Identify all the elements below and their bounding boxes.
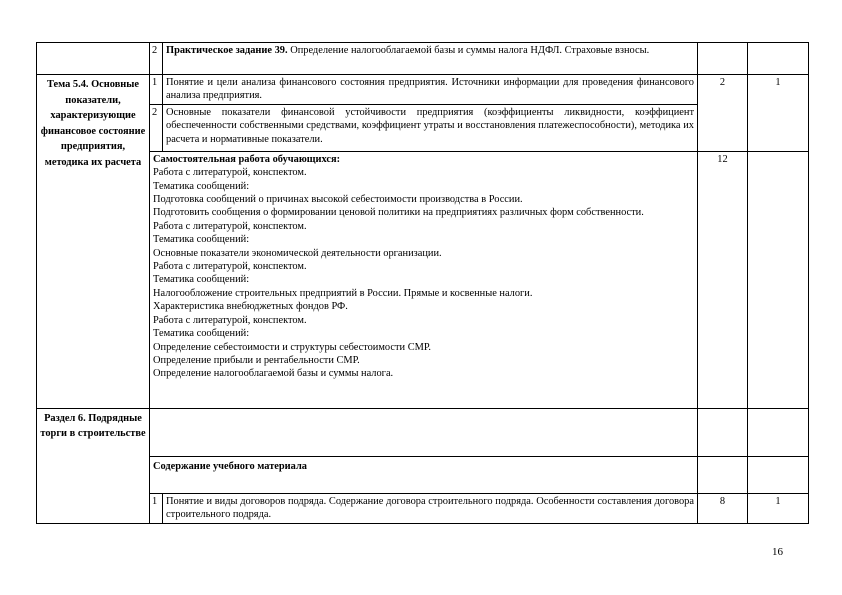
self-work-line: Тематика сообщений: (153, 234, 250, 246)
curriculum-table (36, 42, 809, 524)
item-text (163, 43, 698, 75)
self-work-line: Определение налогооблагаемой базы и суммы налога. (153, 368, 394, 380)
self-work-line: Подготовить сообщения о формировании ценовой политики на предприятиях различных форм собственности. (153, 207, 644, 219)
self-work-line: Налогообложение строительных предприятий в России. Прямые и косвенные налоги. (153, 287, 533, 299)
table-row (37, 493, 809, 523)
self-work-line: Тематика сообщений: (153, 328, 250, 340)
hours-cell (698, 408, 748, 456)
item-number: 1 (150, 75, 163, 105)
self-work-line: Работа с литературой, конспектом. (153, 167, 307, 179)
empty-cell (150, 408, 698, 456)
table-row (37, 151, 809, 408)
hours-cell: 8 (698, 493, 748, 523)
self-work-line: Характеристика внебюджетных фондов РФ. (153, 301, 348, 313)
level-cell: 1 (748, 493, 809, 523)
self-work-line: Работа с литературой, конспектом. (153, 220, 307, 232)
level-cell (748, 151, 809, 408)
hours-cell: 2 (698, 75, 748, 152)
table-row (37, 43, 809, 75)
self-work-body (150, 152, 697, 382)
topic-cell-empty (37, 43, 150, 75)
table-row (37, 456, 809, 493)
table-row (37, 75, 809, 105)
level-cell (748, 456, 809, 493)
hours-cell (698, 456, 748, 493)
item-text: Понятие и виды договоров подряда. Содержание договора строительного подряда. Особенности составления договора строительного подряда. (163, 493, 698, 523)
item-text: Понятие и цели анализа финансового состояния предприятия. Источники информации для проведения финансового анализа предприятия. (163, 75, 698, 105)
self-work-line: Подготовка сообщений о причинах высокой себестоимости производства в России. (153, 194, 523, 206)
self-work-title: Самостоятельная работа обучающихся: (153, 153, 341, 165)
self-work-line: Тематика сообщений: (153, 274, 250, 286)
item-number: 2 (150, 43, 163, 75)
item-number: 1 (150, 493, 163, 523)
content-heading: Содержание учебного материала (150, 456, 698, 493)
topic-5-4-title: Тема 5.4. Основные показатели, характеризующие финансовое состояние предприятия, методика их расчета (37, 75, 150, 409)
table-row (37, 104, 809, 151)
self-work-cell (150, 151, 698, 408)
self-work-line: Определение прибыли и рентабельности СМР. (153, 354, 360, 366)
practical-task-text: Определение налогооблагаемой базы и суммы налога НДФЛ. Страховые взносы. (287, 45, 650, 56)
self-work-line: Работа с литературой, конспектом. (153, 314, 307, 326)
item-text: Основные показатели финансовой устойчивости предприятия (коэффициенты ликвидности, коэффициент обеспеченности собственными средствами, коэффициент утраты и восстановления платежеспособности), методика их расчета и нормативные показатели. (163, 104, 698, 151)
self-work-line: Определение себестоимости и структуры себестоимости СМР. (153, 341, 431, 353)
self-work-line: Тематика сообщений: (153, 180, 250, 192)
level-cell: 1 (748, 75, 809, 152)
level-cell (748, 408, 809, 456)
table-row (37, 408, 809, 456)
page-number: 16 (772, 546, 783, 558)
section-6-title: Раздел 6. Подрядные торги в строительстве (37, 408, 150, 523)
hours-cell: 12 (698, 151, 748, 408)
item-number: 2 (150, 104, 163, 151)
self-work-line: Работа с литературой, конспектом. (153, 261, 307, 273)
self-work-line: Основные показатели экономической деятельности организации. (153, 247, 442, 259)
hours-cell (698, 43, 748, 75)
level-cell (748, 43, 809, 75)
practical-task-title: Практическое задание 39. (166, 45, 288, 56)
